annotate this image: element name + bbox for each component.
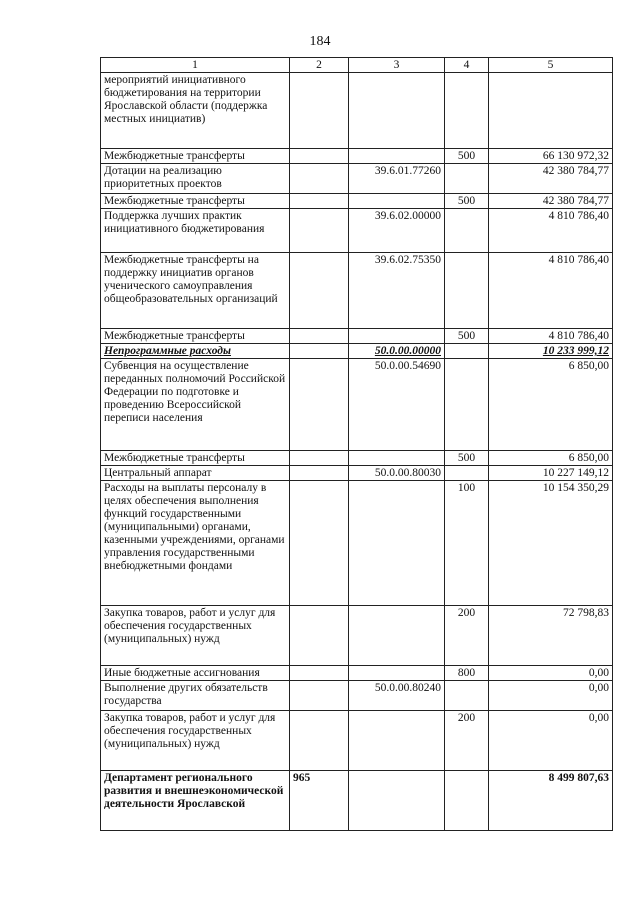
row-code	[349, 666, 445, 681]
row-name: Закупка товаров, работ и услуг для обеспечения государственных (муниципальных) нужд	[101, 606, 290, 666]
row-amount: 72 798,83	[489, 606, 613, 666]
row-code	[349, 149, 445, 164]
row-ministry	[290, 681, 349, 711]
row-type	[445, 209, 489, 253]
row-code	[349, 606, 445, 666]
row-name: Межбюджетные трансферты	[101, 451, 290, 466]
row-ministry	[290, 481, 349, 606]
row-code: 50.0.00.80240	[349, 681, 445, 711]
row-type: 500	[445, 194, 489, 209]
row-amount: 66 130 972,32	[489, 149, 613, 164]
row-amount: 0,00	[489, 681, 613, 711]
row-type	[445, 771, 489, 831]
row-code: 50.0.00.00000	[349, 344, 445, 359]
row-name: Межбюджетные трансферты	[101, 194, 290, 209]
row-ministry	[290, 73, 349, 149]
row-code: 50.0.00.54690	[349, 359, 445, 451]
table-row	[101, 149, 613, 164]
budget-table	[100, 57, 613, 831]
row-name: Департамент регионального развития и внешнеэкономической деятельности Ярославской	[101, 771, 290, 831]
row-amount: 4 810 786,40	[489, 253, 613, 329]
row-ministry	[290, 606, 349, 666]
row-name: Центральный аппарат	[101, 466, 290, 481]
row-ministry	[290, 253, 349, 329]
row-amount	[489, 73, 613, 149]
row-ministry: 965	[290, 771, 349, 831]
row-type	[445, 359, 489, 451]
table-row	[101, 359, 613, 451]
row-name: Закупка товаров, работ и услуг для обеспечения государственных (муниципальных) нужд	[101, 711, 290, 771]
row-name: Непрограммные расходы	[101, 344, 290, 359]
row-code: 39.6.01.77260	[349, 164, 445, 194]
row-code	[349, 451, 445, 466]
col-header-1: 1	[101, 58, 290, 73]
table-row-program	[101, 344, 613, 359]
row-type	[445, 466, 489, 481]
row-amount: 8 499 807,63	[489, 771, 613, 831]
row-code: 39.6.02.75350	[349, 253, 445, 329]
row-amount: 0,00	[489, 711, 613, 771]
row-name: Расходы на выплаты персоналу в целях обеспечения выполнения функций государственными (муниципальными) органами, казенными учреждениями, органами управления государственными внебюджетными фондами	[101, 481, 290, 606]
table-row	[101, 209, 613, 253]
row-type: 100	[445, 481, 489, 606]
table-row	[101, 329, 613, 344]
row-name: Дотации на реализацию приоритетных проектов	[101, 164, 290, 194]
row-amount: 10 227 149,12	[489, 466, 613, 481]
row-type: 200	[445, 711, 489, 771]
row-type: 200	[445, 606, 489, 666]
table-row	[101, 451, 613, 466]
row-code	[349, 73, 445, 149]
table-row	[101, 164, 613, 194]
row-name: Поддержка лучших практик инициативного бюджетирования	[101, 209, 290, 253]
row-type: 500	[445, 329, 489, 344]
row-type	[445, 73, 489, 149]
row-code: 50.0.00.80030	[349, 466, 445, 481]
row-name: Межбюджетные трансферты	[101, 149, 290, 164]
row-amount: 0,00	[489, 666, 613, 681]
row-amount: 42 380 784,77	[489, 194, 613, 209]
page-number: 184	[309, 34, 331, 49]
row-ministry	[290, 711, 349, 771]
row-code	[349, 481, 445, 606]
row-ministry	[290, 344, 349, 359]
row-type	[445, 344, 489, 359]
row-amount: 4 810 786,40	[489, 209, 613, 253]
row-ministry	[290, 149, 349, 164]
row-name: Выполнение других обязательств государства	[101, 681, 290, 711]
col-header-5: 5	[489, 58, 613, 73]
table-row	[101, 666, 613, 681]
col-header-4: 4	[445, 58, 489, 73]
row-ministry	[290, 329, 349, 344]
row-name: Субвенция на осуществление переданных полномочий Российской Федерации по подготовке и проведению Всероссийской переписи населения	[101, 359, 290, 451]
row-name: мероприятий инициативного бюджетирования на территории Ярославской области (поддержка местных инициатив)	[101, 73, 290, 149]
row-ministry	[290, 209, 349, 253]
col-header-3: 3	[349, 58, 445, 73]
row-ministry	[290, 164, 349, 194]
row-ministry	[290, 466, 349, 481]
row-name: Межбюджетные трансферты на поддержку инициатив органов ученического самоуправления общеобразовательных организаций	[101, 253, 290, 329]
table-row	[101, 194, 613, 209]
table-row	[101, 253, 613, 329]
row-ministry	[290, 359, 349, 451]
row-amount: 10 154 350,29	[489, 481, 613, 606]
table-row	[101, 466, 613, 481]
row-code: 39.6.02.00000	[349, 209, 445, 253]
row-code	[349, 329, 445, 344]
row-ministry	[290, 194, 349, 209]
row-code	[349, 194, 445, 209]
row-ministry	[290, 666, 349, 681]
row-amount: 4 810 786,40	[489, 329, 613, 344]
row-type	[445, 253, 489, 329]
row-name: Межбюджетные трансферты	[101, 329, 290, 344]
col-header-2: 2	[290, 58, 349, 73]
table-row	[101, 481, 613, 606]
row-amount: 6 850,00	[489, 359, 613, 451]
table-row	[101, 711, 613, 771]
row-type	[445, 681, 489, 711]
table-row	[101, 73, 613, 149]
table-row-department	[101, 771, 613, 831]
row-code	[349, 711, 445, 771]
row-type: 800	[445, 666, 489, 681]
table-row	[101, 606, 613, 666]
column-number-row	[101, 58, 613, 73]
table-row	[101, 681, 613, 711]
row-amount: 42 380 784,77	[489, 164, 613, 194]
row-type: 500	[445, 149, 489, 164]
row-ministry	[290, 451, 349, 466]
row-type: 500	[445, 451, 489, 466]
row-name: Иные бюджетные ассигнования	[101, 666, 290, 681]
row-amount: 6 850,00	[489, 451, 613, 466]
row-amount: 10 233 999,12	[489, 344, 613, 359]
row-type	[445, 164, 489, 194]
row-code	[349, 771, 445, 831]
